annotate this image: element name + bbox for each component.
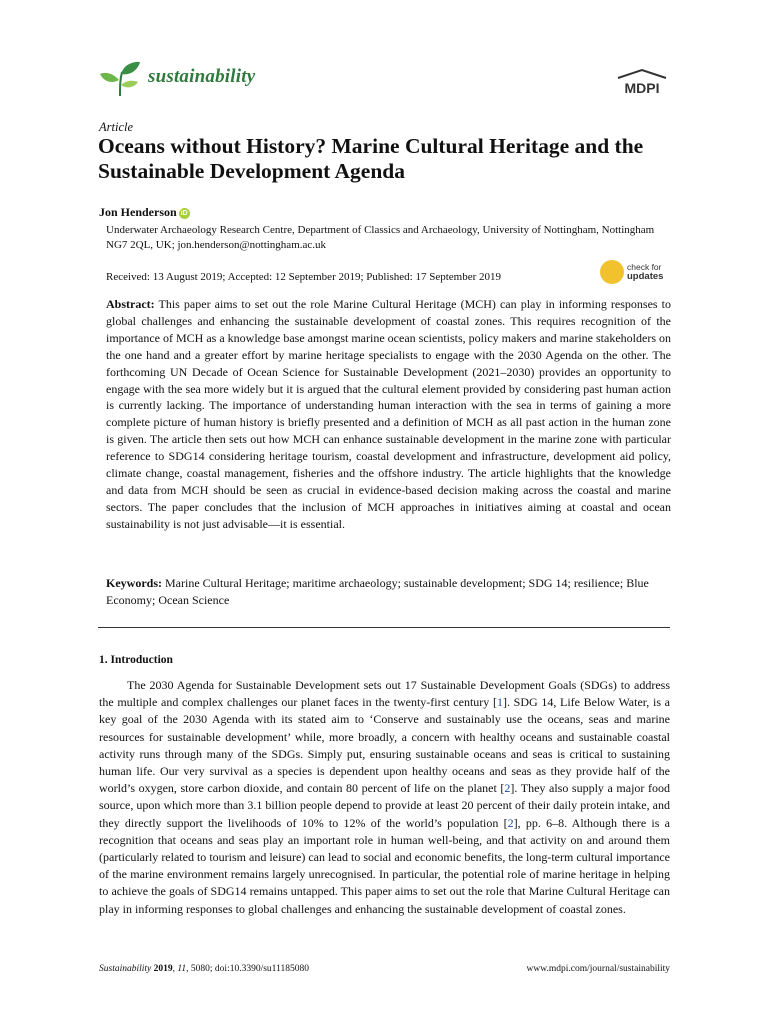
citation-link-1[interactable]: 1 bbox=[496, 695, 503, 710]
abstract-label: Abstract: bbox=[106, 297, 155, 311]
introduction-paragraph bbox=[99, 677, 670, 918]
footer-journal: Sustainability bbox=[99, 964, 152, 974]
keywords-text: Marine Cultural Heritage; maritime archaeology; sustainable development; SDG 14; resilience; Blue Economy; Ocean Science bbox=[106, 576, 649, 607]
check-for-updates-button[interactable] bbox=[600, 260, 672, 288]
affiliation: Underwater Archaeology Research Centre, Department of Classics and Archaeology, University of Nottingham, Nottingham NG7 2QL, UK; jon.henderson@nottingham.ac.uk bbox=[106, 224, 655, 251]
intro-text-4: ], pp. 6–8. Although there is a recognition that oceans and seas play an important role in human well-being, and that activity on and around them (particularly related to tourism and leisure) can lead to social and economic benefits, the long-term cultural importance of the marine environment remains largely unrecognised. In particular, the potential role of marine heritage in helping to achieve the goals of SDG14 remains untapped. This paper aims to set out the role that Marine Cultural Heritage can play in informing responses to global challenges and enhancing the sustainable development of coastal zones. bbox=[99, 815, 670, 916]
footer-url[interactable]: www.mdpi.com/journal/sustainability bbox=[526, 964, 670, 974]
author-line bbox=[99, 205, 190, 220]
check-updates-line1: check for bbox=[627, 262, 662, 272]
keywords-label: Keywords: bbox=[106, 576, 162, 590]
check-updates-label bbox=[627, 263, 663, 281]
intro-text-1: The 2030 Agenda for Sustainable Development sets out 17 Sustainable Development Goals (SDGs) to address the multiple and complex challenges our planet faces in the twenty-first century [ bbox=[99, 678, 670, 710]
intro-text-2: ]. SDG 14, Life Below Water, is a key goal of the 2030 Agenda with its stated aim to ‘Conserve and sustainably use the oceans, seas and marine resources for sustainable development’ while, more broadly, a concern with healthy oceans and sustainable coastal activity runs through many of the SDGs. Simply put, ensuring sustainable oceans and seas is critical to sustaining human life. Our very survival as a species is dependent upon healthy oceans and seas as they provide half of the world’s oxygen, store carbon dioxide, and contain 80 percent of life on the planet [ bbox=[99, 695, 670, 796]
section-heading: 1. Introduction bbox=[99, 654, 173, 666]
keywords bbox=[106, 575, 671, 608]
journal-name: sustainability bbox=[148, 66, 256, 87]
footer-citation: Sustainability 2019, 11, 5080; doi:10.3390/su11185080 bbox=[99, 964, 309, 974]
abstract-text: This paper aims to set out the role Marine Cultural Heritage (MCH) can play in informing responses to global challenges and enhancing the sustainable development of coastal zones. This requires recognition of the importance of MCH as a knowledge base amongst marine ocean scientists, policy makers and marine stakeholders on the one hand and a greater effort by marine heritage specialists to engage with the 2030 Agenda on the other. The forthcoming UN Decade of Ocean Science for Sustainable Development (2021–2030) provides an opportunity to engage with the sea more widely but it is argued that the cultural element provided by considering past human action is currently lacking. The importance of understanding human interaction with the sea in terms of gaining a more complete picture of human history is briefly presented and a definition of MCH as all past action in the human zone is given. The article then sets out how MCH can enhance sustainable development in the marine zone with particular reference to SDG14 considering heritage tourism, coastal development and infrastructure, development aid policy, climate change, coastal management, fisheries and the offshore industry. The article highlights that the knowledge and data from MCH should be seen as crucial in evidence-based decision making across the coastal and marine sectors. The paper concludes that the inclusion of MCH approaches in initiatives aiming at coastal and ocean sustainability is not just advisable—it is essential. bbox=[106, 297, 671, 531]
article-title: Oceans without History? Marine Cultural Heritage and the Sustainable Development Agenda bbox=[98, 134, 644, 183]
footer-volume: 11 bbox=[177, 964, 187, 974]
mdpi-logo-text: MDPI bbox=[624, 80, 660, 96]
author-name: Jon Henderson bbox=[99, 205, 177, 219]
article-type: Article bbox=[99, 120, 134, 134]
check-updates-line2: updates bbox=[627, 271, 664, 282]
footer-year: 2019 bbox=[153, 964, 173, 974]
divider bbox=[98, 627, 670, 628]
abstract bbox=[106, 296, 671, 533]
citation-link-2[interactable]: 2 bbox=[504, 781, 511, 796]
citation-link-3[interactable]: 2 bbox=[507, 815, 514, 830]
leaf-icon bbox=[98, 58, 142, 98]
intro-text-3: ]. They also supply a major food source, upon which more than 3.1 billion people depend to provide at least 20 percent of their daily protein intake, and they directly support the livelihoods of 10% to 12% of the world’s population [ bbox=[99, 781, 670, 830]
publication-dates: Received: 13 August 2019; Accepted: 12 September 2019; Published: 17 September 2019 bbox=[106, 271, 502, 283]
check-updates-icon bbox=[600, 260, 624, 284]
footer-doi: , 5080; doi:10.3390/su11185080 bbox=[186, 964, 309, 974]
orcid-icon[interactable]: iD bbox=[180, 210, 188, 217]
mdpi-logo bbox=[614, 68, 670, 98]
